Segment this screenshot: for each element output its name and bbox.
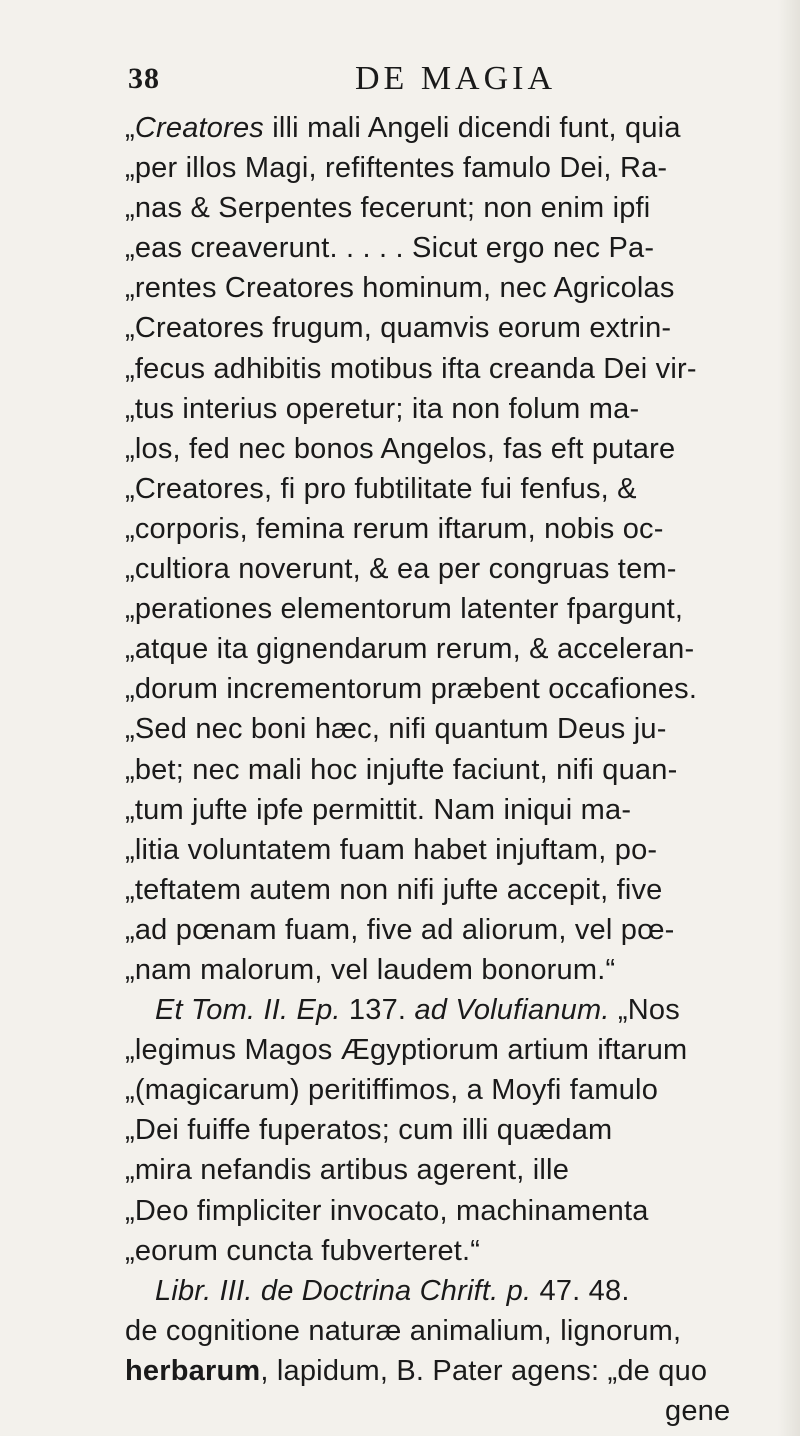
text-line — [125, 790, 795, 830]
text-line — [125, 589, 795, 629]
text-run: „los, fed nec bonos Angelos, fas eft putare — [125, 432, 676, 465]
text-run: „nam malorum, vel laudem bonorum.“ — [125, 953, 616, 986]
running-head: DE MAGIA — [355, 60, 557, 97]
text-run: „fecus adhibitis motibus ifta creanda Dei vir- — [125, 352, 697, 385]
italic-run: Libr. III. de Doctrina Chrift. p. — [155, 1274, 532, 1307]
text-run: „ — [125, 112, 135, 144]
text-line — [125, 308, 795, 348]
text-run: „mira nefandis artibus agerent, ille — [125, 1154, 570, 1187]
text-run: , lapidum, B. Pater agens: „de quo — [260, 1354, 708, 1387]
page-number: 38 — [128, 62, 160, 95]
text-line — [125, 1150, 795, 1190]
text-run: „corporis, femina rerum iftarum, nobis oc- — [125, 512, 664, 545]
text-line — [125, 629, 795, 669]
text-line — [125, 910, 795, 950]
text-line — [125, 509, 795, 549]
text-run: „nas & Serpentes fecerunt; non enim ipfi — [125, 192, 651, 225]
text-run: „per illos Magi, refiftentes famulo Dei, Ra- — [125, 152, 668, 185]
text-line — [125, 228, 795, 268]
text-line — [125, 830, 795, 870]
text-run: „teftatem autem non nifi jufte accepit, five — [125, 873, 663, 906]
text-run: „(magicarum) peritiffimos, a Moyfi famulo — [125, 1074, 659, 1107]
text-line — [125, 429, 795, 469]
text-line — [125, 1271, 795, 1311]
text-run: „Sed nec boni hæc, nifi quantum Deus ju- — [125, 713, 667, 746]
text-run: „Nos — [609, 994, 680, 1027]
italic-run: Creatores — [134, 112, 264, 144]
text-line — [125, 1070, 795, 1110]
text-run: „bet; nec mali hoc injufte faciunt, nifi quan- — [125, 753, 678, 786]
text-line — [125, 1311, 795, 1351]
text-line — [125, 750, 795, 790]
text-line — [125, 349, 795, 389]
text-line — [125, 1191, 795, 1231]
text-run: „Dei fuiffe fuperatos; cum illi quædam — [125, 1114, 613, 1147]
text-line — [125, 950, 795, 990]
page-edge-shadow — [778, 0, 800, 1436]
catchword — [125, 1391, 795, 1431]
text-line — [125, 1351, 795, 1391]
text-run: „atque ita gignendarum rerum, & acceleran- — [125, 633, 695, 666]
text-line — [125, 148, 795, 188]
text-run: „tus interius operetur; ita non folum ma- — [125, 392, 640, 425]
text-run: „cultiora noverunt, & ea per congruas tem- — [125, 553, 677, 586]
text-run: „tum jufte ipfe permittit. Nam iniqui ma- — [125, 793, 632, 826]
text-run: „Deo fimpliciter invocato, machinamenta — [125, 1194, 649, 1227]
body-text — [125, 108, 795, 1431]
text-line — [125, 469, 795, 509]
text-run: „rentes Creatores hominum, nec Agricolas — [125, 272, 675, 305]
text-line — [125, 669, 795, 709]
text-run: de cognitione naturæ animalium, lignorum, — [125, 1314, 682, 1347]
text-run: „ad pœnam fuam, five ad aliorum, vel pœ- — [125, 913, 675, 946]
text-run: „perationes elementorum latenter fpargunt, — [125, 593, 684, 626]
text-run: „Creatores, fi pro fubtilitate fui fenfus, & — [125, 472, 637, 505]
text-line — [125, 1030, 795, 1070]
text-run: „Creatores frugum, quamvis eorum extrin- — [125, 312, 672, 345]
text-run: illi mali Angeli dicendi funt, quia — [264, 112, 681, 144]
text-line — [125, 108, 795, 148]
text-run: „litia voluntatem fuam habet injuftam, po- — [125, 833, 658, 866]
text-run: „dorum incrementorum præbent occafiones. — [125, 673, 698, 706]
text-line — [125, 188, 795, 228]
text-run: „legimus Magos Ægyptiorum artium iftarum — [125, 1034, 688, 1067]
text-line — [125, 990, 795, 1030]
text-run: 47. 48. — [531, 1274, 630, 1307]
text-line — [125, 549, 795, 589]
italic-run: Et Tom. II. Ep. — [155, 994, 341, 1027]
text-line — [125, 870, 795, 910]
italic-run: ad Volufianum. — [414, 994, 610, 1027]
bold-run: herbarum — [125, 1354, 261, 1387]
text-line — [125, 268, 795, 308]
text-run: 137. — [340, 994, 415, 1027]
text-run: „eas creaverunt. . . . . Sicut ergo nec Pa- — [125, 232, 655, 265]
text-run: gene — [665, 1395, 731, 1427]
text-line — [125, 1110, 795, 1150]
page-header — [0, 30, 800, 100]
text-run: „eorum cuncta fubverteret.“ — [125, 1234, 481, 1267]
text-line — [125, 389, 795, 429]
text-line — [125, 709, 795, 749]
text-line — [125, 1231, 795, 1271]
